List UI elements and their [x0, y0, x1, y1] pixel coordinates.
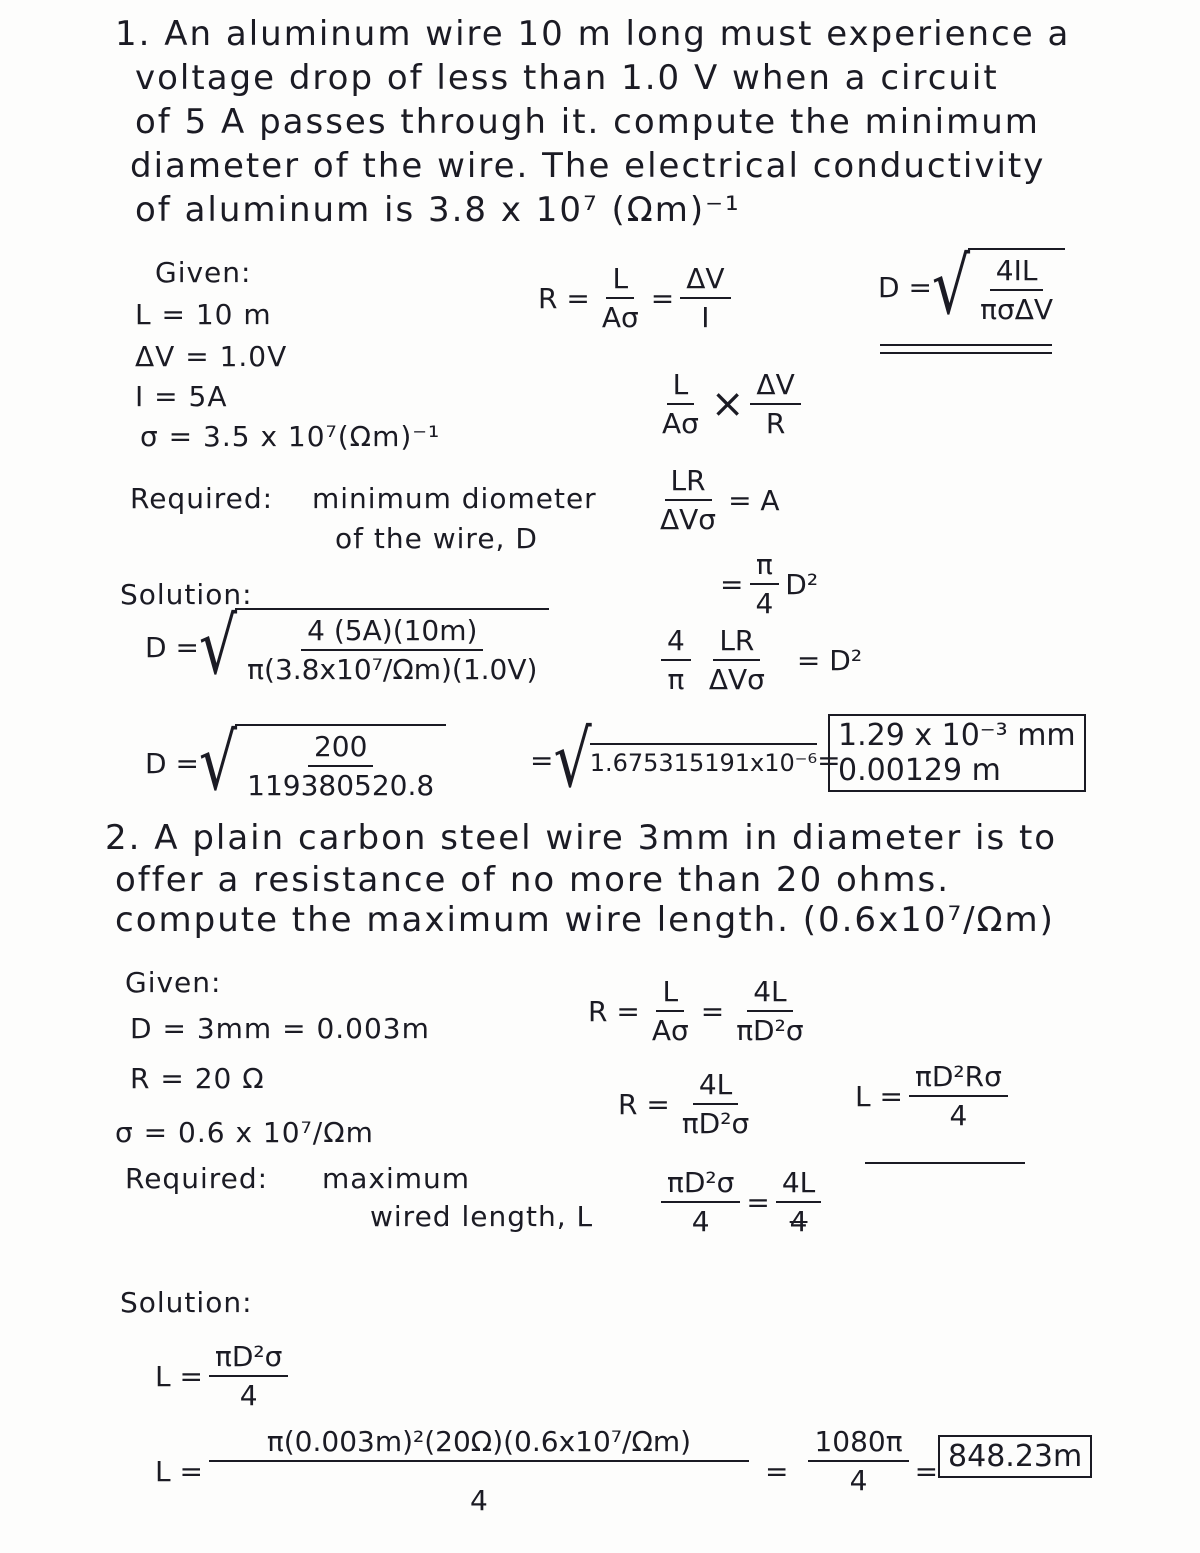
denominator: 4	[691, 1205, 710, 1238]
numerator: 4	[661, 624, 691, 661]
denominator: 4	[849, 1464, 868, 1497]
denominator: π(3.8x10⁷/Ωm)(1.0V)	[247, 653, 538, 686]
required-text: minimum diometer	[312, 482, 597, 515]
problem1-line: voltage drop of less than 1.0 V when a circuit	[135, 58, 999, 98]
numerator: 4IL	[990, 254, 1044, 291]
given-item: I = 5A	[135, 380, 228, 413]
cross-icon: ⨯	[710, 381, 745, 427]
denominator: 4	[949, 1099, 968, 1132]
text: L =	[155, 1454, 203, 1488]
problem1-line: diameter of the wire. The electrical conductivity	[130, 146, 1046, 186]
numerator: 4 (5A)(10m)	[301, 614, 483, 651]
given-item: D = 3mm = 0.003m	[130, 1012, 430, 1045]
underline	[865, 1162, 1025, 1164]
length-derivation	[655, 1166, 827, 1238]
denominator: R	[765, 407, 786, 440]
given-item: σ = 0.6 x 10⁷/Ωm	[115, 1116, 374, 1149]
denominator: πσΔV	[980, 293, 1054, 326]
cross-multiply	[650, 368, 807, 440]
solution-step	[155, 1425, 1092, 1517]
length-formula	[855, 1060, 1014, 1132]
cross-multiply	[618, 1068, 761, 1140]
solution-step	[145, 601, 549, 693]
text: =	[720, 567, 744, 601]
numerator: πD²Rσ	[909, 1060, 1008, 1097]
d-squared-equation	[655, 624, 862, 696]
text: L =	[855, 1079, 903, 1113]
numerator: ΔV	[750, 368, 800, 405]
denominator: I	[701, 301, 710, 334]
given-item: ΔV = 1.0V	[135, 340, 288, 373]
solution-step	[530, 714, 841, 806]
numerator: π(0.003m)²(20Ω)(0.6x10⁷/Ωm)	[209, 1425, 749, 1462]
resistance-formula	[588, 975, 816, 1047]
text: =	[746, 1185, 770, 1219]
denominator: 119380520.8	[247, 769, 435, 802]
text: D²	[785, 567, 819, 601]
problem1-line: of 5 A passes through it. compute the minimum	[135, 102, 1040, 142]
sqrt-icon: √	[198, 601, 238, 693]
solution-label: Solution:	[120, 1286, 253, 1319]
denominator: 4	[789, 1205, 808, 1238]
numerator: L	[667, 368, 695, 405]
denominator: ΔVσ	[660, 503, 717, 536]
text: R =	[618, 1087, 670, 1121]
text: = A	[728, 483, 780, 517]
text: L =	[155, 1359, 203, 1393]
sqrt-icon: √	[553, 714, 592, 806]
numerator: 1080π	[808, 1425, 908, 1462]
diameter-formula	[878, 241, 1065, 333]
given-item: R = 20 Ω	[130, 1062, 265, 1095]
numerator: LR	[665, 464, 712, 501]
numerator: 4L	[776, 1166, 821, 1203]
numerator: 200	[308, 730, 373, 767]
answer-m: 0.00129 m	[838, 753, 1001, 788]
denominator: 4	[239, 1379, 258, 1412]
text: =	[530, 743, 554, 777]
area-circle	[720, 548, 818, 620]
solution-step	[145, 717, 446, 809]
given-item: L = 10 m	[135, 298, 272, 331]
text: =	[817, 743, 841, 777]
required-text: maximum	[322, 1162, 471, 1195]
answer-box	[828, 714, 1086, 792]
text: R =	[588, 994, 640, 1028]
sqrt-icon: √	[931, 241, 971, 333]
required-label: Required:	[125, 1162, 269, 1195]
text: =	[700, 994, 725, 1028]
denominator: Aσ	[601, 301, 639, 334]
numerator: πD²σ	[661, 1166, 740, 1203]
problem2-line: compute the maximum wire length. (0.6x10⁷/Ωm)	[115, 900, 1055, 940]
numerator: LR	[713, 624, 760, 661]
denominator: πD²σ	[681, 1107, 750, 1140]
text: =	[914, 1454, 939, 1488]
denominator: π	[667, 663, 685, 696]
sqrt-icon: √	[198, 717, 238, 809]
given-label: Given:	[155, 256, 252, 289]
solution-label: Solution:	[120, 578, 253, 611]
denominator: Aσ	[662, 407, 699, 440]
numerator: 4L	[747, 975, 792, 1012]
numerator: πD²σ	[209, 1340, 288, 1377]
problem1-line: of aluminum is 3.8 x 10⁷ (Ωm)⁻¹	[135, 190, 741, 230]
numerator: L	[606, 262, 634, 299]
numerator: π	[750, 548, 779, 585]
problem2-line: 2. A plain carbon steel wire 3mm in diameter is to	[105, 818, 1058, 858]
numerator: ΔV	[680, 262, 730, 299]
text: =	[764, 1454, 789, 1488]
resistance-formula	[538, 262, 737, 334]
denominator: 4	[470, 1484, 488, 1517]
denominator: ΔVσ	[708, 663, 765, 696]
denominator: Aσ	[651, 1014, 689, 1047]
text: =	[650, 281, 675, 315]
required-text: of the wire, D	[335, 522, 538, 555]
text: = D²	[796, 643, 863, 677]
underline	[880, 344, 1052, 346]
denominator: πD²σ	[736, 1014, 804, 1047]
given-item: σ = 3.5 x 10⁷(Ωm)⁻¹	[140, 420, 441, 453]
answer-mm: 1.29 x 10⁻³ mm	[838, 718, 1076, 753]
area-equation	[648, 464, 780, 536]
problem1-line: 1. An aluminum wire 10 m long must experience a	[115, 14, 1071, 54]
text: D =	[145, 630, 199, 664]
text: R =	[538, 281, 590, 315]
denominator: 4	[755, 587, 774, 620]
required-label: Required:	[130, 482, 274, 515]
text: D =	[145, 746, 199, 780]
solution-step	[155, 1340, 294, 1412]
required-text: wired length, L	[370, 1200, 594, 1233]
numerator: 4L	[693, 1068, 738, 1105]
given-label: Given:	[125, 966, 222, 999]
underline	[880, 352, 1052, 354]
problem2-line: offer a resistance of no more than 20 ohms.	[115, 860, 950, 900]
answer-box: 848.23m	[938, 1435, 1092, 1478]
numerator: L	[656, 975, 684, 1012]
text: D =	[878, 270, 932, 304]
radicand: 1.675315191x10⁻⁶	[590, 743, 817, 777]
